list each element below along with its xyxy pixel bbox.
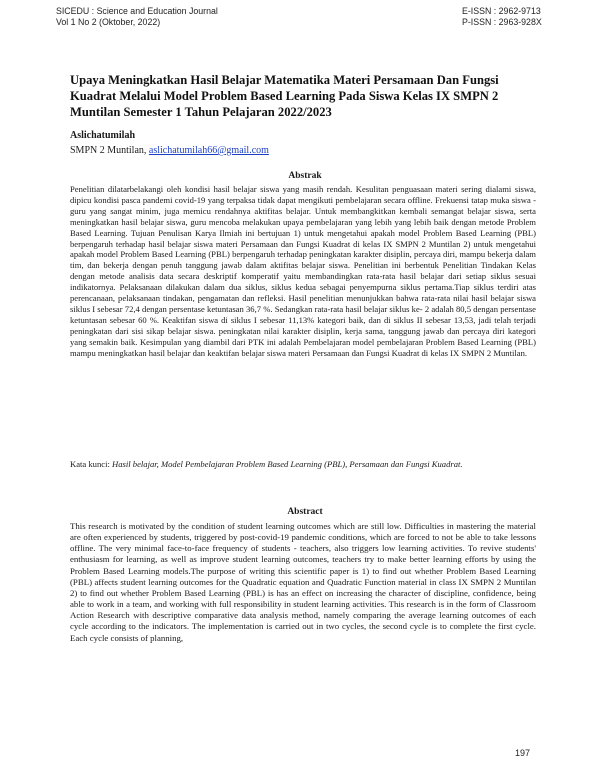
author-affiliation: SMPN 2 Muntilan, — [70, 145, 147, 156]
author-email-link[interactable]: aslichatumilah66@gmail.com — [148, 145, 269, 156]
abstract-text: This research is motivated by the condition of student learning outcomes which are still low. Difficulties in mastering the material are often experienced by students, triggered by post-covid-19 pandemic conditions, which are forced to not be able to take lessons offline. The very minimal face-to-face frequency of students - teachers, also triggers low learning activities. To revive students' enthusiasm for learning, as well as improve student learning outcomes, teachers try to make better learning efforts by using the Problem Based Learning models.The purpose of writing this scientific paper is 1) to find out whether Problem Based Learning (PBL) affects student learning outcomes for the Quadratic equation and Quadratic Function material in class IX SMPN 2 Muntilan 2) to find out whether Problem Based Learning (PBL) is has an effect on increasing the character of discipline, confidence, being able to work in a team, and working with full responsibility in student learning activities. This research is in the form of Classroom Action Research with descriptive comparative data analysis method, namely comparing the average learning outcomes of each cycle according to the indicators. The implementation is carried out in two cycles, the second cycle is to complete the first cycle. Each cycle consists of planning, — [70, 521, 536, 643]
paper-title: Upaya Meningkatkan Hasil Belajar Matematika Materi Persamaan Dan Fungsi Kuadrat Melalui Model Problem Based Learning Pada Siswa Kelas IX SMPN 2 Muntilan Semester 1 Tahun Pelajaran 2022/2023 — [70, 73, 499, 119]
abstrak-heading: Abstrak — [288, 171, 322, 181]
journal-name: SICEDU : Science and Education Journal — [56, 6, 218, 16]
author-affiliation-line — [70, 145, 269, 156]
p-issn: P-ISSN : 2963-928X — [462, 17, 542, 27]
abstrak-text: Penelitian dilatarbelakangi oleh kondisi hasil belajar siswa yang masih rendah. Kesulitan penguasaan materi sering dialami siswa, dipicu kondisi pasca pandemi covid-19 yang terpaksa tidak dapat mengikuti pembelajaran secara offline. Frekuensi tatap muka siswa - guru yang sangat minim, juga memicu rendahnya aktifitas belajar. Untuk membangkitkan kembali semangat belajar siswa, serta meningkatkan hasil belajar siswa, guru mencoba melakukan upaya pembelajaran yang lebih yang lebih baik dengan metode Problem Based Learning. Tujuan Penulisan Karya Ilmiah ini bertujuan 1) untuk mengetahui apakah model Problem Based Learning (PBL) berpengaruh terhadap hasil belajar siswa materi Persamaan dan Fungsi Kuadrat di kelas IX SMPN 2 Muntilan 2) untuk mengetahui apakah model Problem Based Learning (PBL) berpengaruh terhadap peningkatan karakter disiplin, percaya diri, mampu bekerja dalam tim, dan bekerja dengan penuh tanggung jawab dalam aktifitas belajar siswa. Penelitian ini berbentuk Penelitian Tindakan Kelas dengan metode analisis data secara deskriptif komperatif yaitu membandingkan rata-rata hasil belajar dari setiap siklus sesuai indikatornya. Pelaksanaan dilakukan dalam dua siklus, siklus kedua sebagai penyempurna siklus pertama.Tiap siklus terdiri atas perencanaan, pelaksanaan tindakan, pengamatan dan refleksi. Hasil penelitian menunjukkan bahwa rata-rata nilai hasil belajar siswa siklus I sebesar 72,4 dengan persentase ketuntasan 36,7 %. Sedangkan rata-rata hasil belajar siklus ke- 2 adalah 80,5 dengan persentase ketuntasan sebesar 60 %. Keaktifan siswa di siklus I sebesar 11,13% kategori baik, dan di siklus II sebesar 13,53, jadi telah terjadi peningkatan dari sisi sikap belajar siswa. peningkatan nilai karakter disiplin, kerja sama, tanggung jawab dan percaya diri kategori yang semakin baik. Kesimpulan yang diambil dari PTK ini adalah Pembelajaran model pembelajaran Problem Based Learning (PBL) mampu meningkatkan hasil belajar dan keaktifan belajar siswa materi Persamaan dan Fungsi Kuadrat di kelas IX SMPN 2 Muntilan. — [70, 184, 536, 358]
author-name: Aslichatumilah — [70, 130, 136, 141]
keywords — [70, 459, 536, 470]
journal-header-right — [462, 6, 542, 28]
keywords-label: Kata kunci: — [70, 459, 110, 469]
journal-header-left — [56, 6, 218, 28]
keywords-value: Hasil belajar, Model Pembelajaran Problem Based Learning (PBL), Persamaan dan Fungsi Kuadrat. — [112, 459, 463, 469]
journal-volume: Vol 1 No 2 (Oktober, 2022) — [56, 17, 161, 27]
e-issn: E-ISSN : 2962-9713 — [462, 6, 541, 16]
page-number: 197 — [515, 748, 531, 758]
abstract-heading: Abstract — [287, 507, 323, 517]
